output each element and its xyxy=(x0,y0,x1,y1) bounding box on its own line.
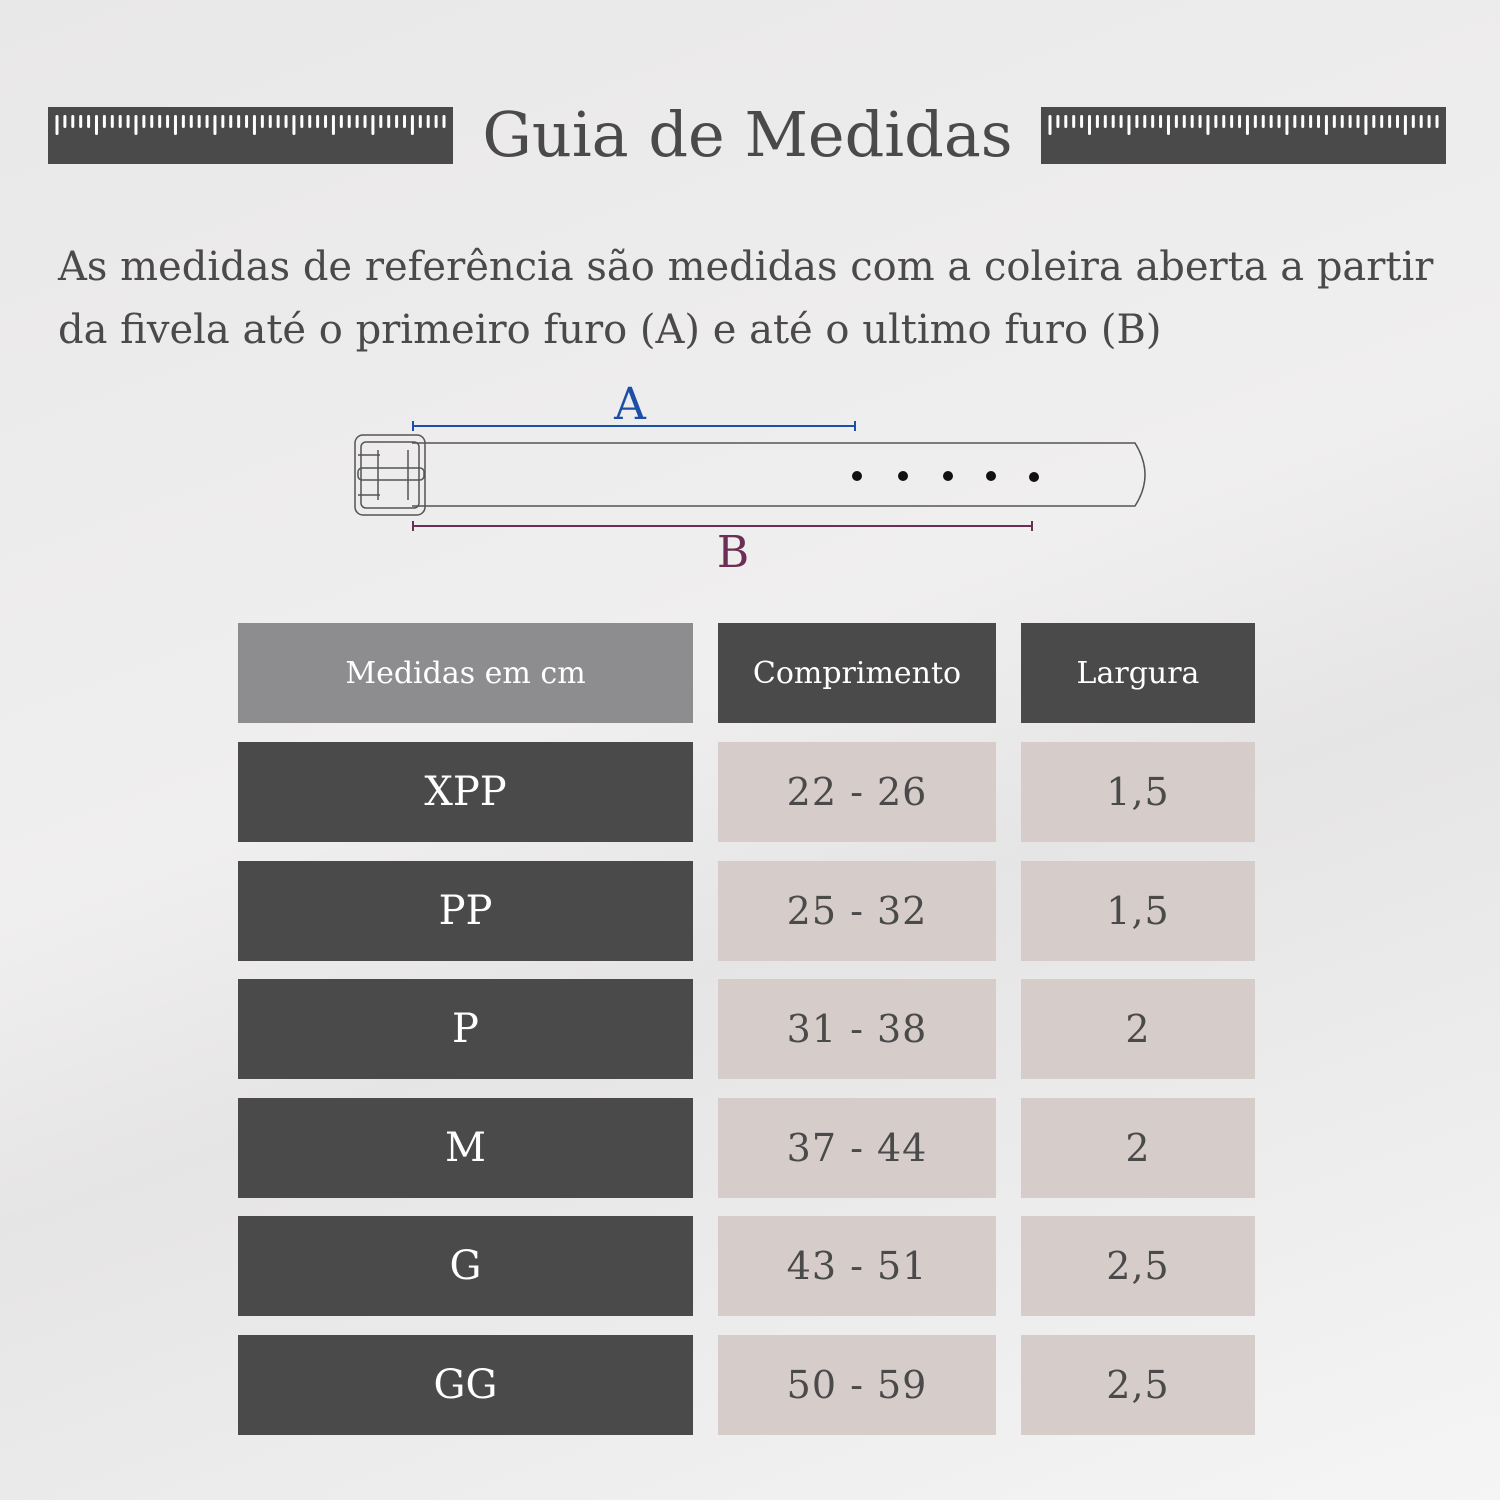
ruler-tick xyxy=(71,115,74,128)
collar-hole xyxy=(898,471,908,481)
size-cell-m: M xyxy=(238,1098,693,1198)
ruler-tick xyxy=(1278,115,1281,128)
ruler-tick xyxy=(411,115,414,135)
collar-diagram xyxy=(340,375,1170,575)
ruler-tick xyxy=(1143,115,1146,128)
largura-cell-gg: 2,5 xyxy=(1021,1335,1255,1435)
ruler-tick xyxy=(1372,115,1375,128)
ruler-tick xyxy=(134,115,137,135)
comprimento-cell-m: 37 - 44 xyxy=(718,1098,996,1198)
comprimento-cell-g: 43 - 51 xyxy=(718,1216,996,1316)
size-cell-pp: PP xyxy=(238,861,693,961)
ruler-tick xyxy=(253,115,256,135)
ruler-tick xyxy=(1428,115,1431,128)
header-comprimento: Comprimento xyxy=(718,623,996,723)
ruler-tick xyxy=(1404,115,1407,135)
ruler-tick xyxy=(324,115,327,128)
ruler-tick xyxy=(1222,115,1225,128)
largura-cell-g: 2,5 xyxy=(1021,1216,1255,1316)
ruler-tick xyxy=(1104,115,1107,128)
collar-hole xyxy=(852,471,862,481)
ruler-tick xyxy=(229,115,232,128)
ruler-tick xyxy=(395,115,398,128)
size-cell-p: P xyxy=(238,979,693,1079)
ruler-tick xyxy=(1309,115,1312,128)
ruler-tick xyxy=(419,115,422,128)
ruler-tick xyxy=(1341,115,1344,128)
ruler-tick xyxy=(316,115,319,128)
ruler-tick xyxy=(1159,115,1162,128)
ruler-tick xyxy=(261,115,264,128)
comprimento-cell-xpp: 22 - 26 xyxy=(718,742,996,842)
ruler-tick xyxy=(142,115,145,128)
ruler-tick xyxy=(292,115,295,135)
collar-holes xyxy=(852,471,1039,482)
ruler-tick xyxy=(1293,115,1296,128)
ruler-tick xyxy=(1183,115,1186,128)
ruler-icon xyxy=(48,107,453,164)
ruler-tick xyxy=(1167,115,1170,135)
ruler-tick xyxy=(300,115,303,128)
ruler-tick xyxy=(1096,115,1099,128)
ruler-tick xyxy=(1388,115,1391,128)
ruler-tick xyxy=(95,115,98,135)
ruler-tick xyxy=(111,115,114,128)
ruler-tick xyxy=(1175,115,1178,128)
ruler-tick xyxy=(221,115,224,128)
ruler-tick xyxy=(182,115,185,128)
ruler-tick xyxy=(356,115,359,128)
ruler-tick xyxy=(1151,115,1154,128)
intro-text: As medidas de referência são medidas com a coleira aberta a partir da fivela até o primeiro furo (A) e até o ultimo furo (B) xyxy=(58,244,1434,353)
ruler-tick xyxy=(364,115,367,128)
ruler-tick xyxy=(285,115,288,128)
ruler-tick xyxy=(1333,115,1336,128)
ruler-tick xyxy=(158,115,161,128)
ruler-tick xyxy=(174,115,177,135)
ruler-tick xyxy=(213,115,216,135)
ruler-tick xyxy=(1270,115,1273,128)
size-cell-xpp: XPP xyxy=(238,742,693,842)
ruler-tick xyxy=(435,115,438,128)
ruler-tick xyxy=(269,115,272,128)
page-title: Guia de Medidas xyxy=(482,98,1013,171)
ruler-tick xyxy=(1135,115,1138,128)
ruler-tick xyxy=(237,115,240,128)
ruler-tick xyxy=(379,115,382,128)
ruler-tick xyxy=(119,115,122,128)
comprimento-cell-p: 31 - 38 xyxy=(718,979,996,1079)
ruler-tick xyxy=(1127,115,1130,135)
ruler-tick xyxy=(1246,115,1249,135)
ruler-tick xyxy=(1396,115,1399,128)
ruler-tick xyxy=(1301,115,1304,128)
ruler-tick xyxy=(1049,115,1052,135)
ruler-tick xyxy=(1230,115,1233,128)
ruler-tick xyxy=(427,115,430,128)
collar-hole xyxy=(1029,472,1039,482)
ruler-tick xyxy=(387,115,390,128)
largura-cell-p: 2 xyxy=(1021,979,1255,1079)
ruler-tick xyxy=(1254,115,1257,128)
ruler-tick xyxy=(1357,115,1360,128)
ruler-tick xyxy=(1325,115,1328,135)
collar-hole xyxy=(986,471,996,481)
measure-a-label: A xyxy=(614,379,646,430)
ruler-tick xyxy=(206,115,209,128)
ruler-tick xyxy=(277,115,280,128)
ruler-tick xyxy=(103,115,106,128)
ruler-icon xyxy=(1041,107,1446,164)
ruler-tick xyxy=(308,115,311,128)
ruler-tick xyxy=(340,115,343,128)
ruler-tick xyxy=(1112,115,1115,128)
ruler-tick xyxy=(127,115,130,128)
ruler-tick xyxy=(1120,115,1123,128)
header-medidas: Medidas em cm xyxy=(238,623,693,723)
ruler-tick xyxy=(1349,115,1352,128)
ruler-tick xyxy=(371,115,374,135)
ruler-tick xyxy=(332,115,335,135)
ruler-tick xyxy=(1191,115,1194,128)
comprimento-cell-pp: 25 - 32 xyxy=(718,861,996,961)
ruler-tick xyxy=(1436,115,1439,128)
ruler-tick xyxy=(1238,115,1241,128)
ruler-tick xyxy=(443,115,446,128)
ruler-tick xyxy=(1317,115,1320,128)
ruler-tick xyxy=(1285,115,1288,135)
header-largura: Largura xyxy=(1021,623,1255,723)
ruler-tick xyxy=(1064,115,1067,128)
ruler-tick xyxy=(1380,115,1383,128)
ruler-tick xyxy=(1056,115,1059,128)
ruler-tick xyxy=(1262,115,1265,128)
ruler-tick xyxy=(245,115,248,128)
ruler-tick xyxy=(166,115,169,128)
ruler-tick xyxy=(87,115,90,128)
ruler-tick xyxy=(198,115,201,128)
largura-cell-pp: 1,5 xyxy=(1021,861,1255,961)
ruler-tick xyxy=(1412,115,1415,128)
ruler-tick xyxy=(150,115,153,128)
measure-b-label: B xyxy=(716,527,750,575)
comprimento-cell-gg: 50 - 59 xyxy=(718,1335,996,1435)
ruler-tick xyxy=(403,115,406,128)
size-cell-g: G xyxy=(238,1216,693,1316)
collar-hole xyxy=(943,471,953,481)
ruler-tick xyxy=(1072,115,1075,128)
ruler-tick xyxy=(1080,115,1083,128)
ruler-tick xyxy=(1364,115,1367,135)
size-cell-gg: GG xyxy=(238,1335,693,1435)
ruler-tick xyxy=(1088,115,1091,135)
largura-cell-m: 2 xyxy=(1021,1098,1255,1198)
collar-icon xyxy=(355,435,1145,515)
ruler-tick xyxy=(1420,115,1423,128)
ruler-tick xyxy=(348,115,351,128)
ruler-tick xyxy=(63,115,66,128)
ruler-tick xyxy=(1214,115,1217,128)
ruler-tick xyxy=(1199,115,1202,128)
ruler-tick xyxy=(56,115,59,135)
ruler-tick xyxy=(190,115,193,128)
ruler-tick xyxy=(79,115,82,128)
largura-cell-xpp: 1,5 xyxy=(1021,742,1255,842)
ruler-tick xyxy=(1206,115,1209,135)
